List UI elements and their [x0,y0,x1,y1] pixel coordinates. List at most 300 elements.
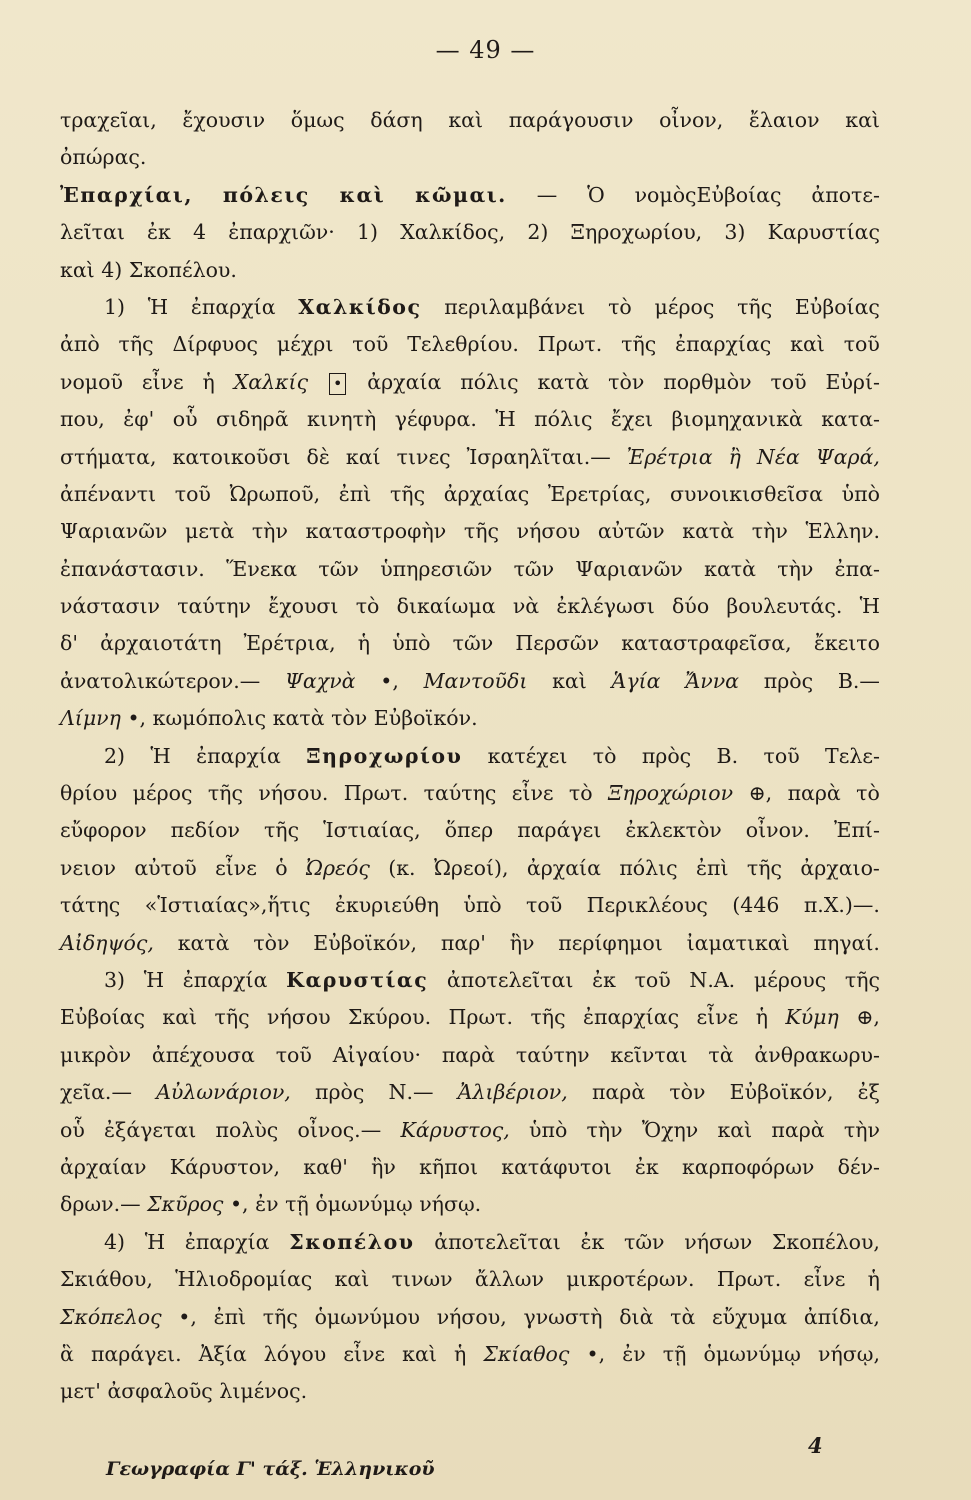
word: κῶμαι. [415,182,507,207]
word: ὑπὸ [392,631,431,656]
word: ἡ [867,1267,880,1292]
word: Δίρφυος [172,332,259,357]
word: ἀπίδια, [803,1304,880,1329]
word: Ψαριανῶν [575,556,683,581]
word: κατὰ [537,369,590,394]
word: νὰ [512,594,540,619]
word: τὴν [251,519,288,544]
word: τῇ [662,1341,687,1366]
word: ὀπώρας. [60,145,147,170]
word: πόλις [619,855,678,880]
word: Κάρυστος, [400,1117,510,1142]
word: κατὰ [682,519,735,544]
word: κατέχει [487,743,568,768]
word: 4 [193,220,207,245]
word: μικρὸν [60,1042,132,1067]
word: νομὸςΕὐβοίας [634,182,782,207]
word: Ἡ [144,1229,166,1254]
word: καὶ [162,1005,198,1030]
word: Σκοπέλου. [128,257,237,282]
word: ἀπέναντι [60,481,157,506]
word: τὸ [608,294,632,319]
word: Περικλέους [586,893,708,918]
word: ταύτης [423,781,497,806]
word: 2) [104,743,126,768]
word: οὗ [60,1117,85,1142]
word: ἀπὸ [60,332,100,357]
word: μικροτέρων. [566,1267,695,1292]
word: ἀποτε- [811,182,880,207]
word: τραχεῖαι, [60,108,157,132]
word: νειον [60,855,116,880]
word: ἀρχαιο- [800,855,880,880]
word: καὶ [334,1267,370,1292]
word: Ἕνεκα [226,556,298,581]
word: Κύμη [785,1005,839,1030]
word: κατα- [821,407,880,432]
word: καὶ [402,1341,437,1366]
word: ἐκ [147,220,171,245]
word: Ἀξία [198,1341,247,1366]
word: Ἐπί- [833,818,880,843]
word: τὸν [331,706,368,731]
word: Εὐβοίας [60,1005,145,1030]
word: ἀπέχουσα [151,1042,255,1067]
word: ἐπαρχία [184,1229,270,1254]
word: Σκῦρος [147,1192,224,1217]
word: κατάφυτοι [501,1154,612,1179]
word: βιομηχανικὰ [671,407,803,432]
word: τὸ [355,594,380,619]
word: Ὁ [587,182,605,207]
word: Χαλκίς [233,369,309,394]
word: ἐκλέγωσι [556,594,655,619]
text-line [60,887,880,924]
word: τὴν [777,556,814,581]
word: μέρος [654,294,715,319]
word: Ἐρέτρια [626,444,713,469]
word: ἀρχαία [526,855,601,880]
text-line [60,1037,880,1074]
word: 3) [724,220,746,245]
text-line [60,177,880,214]
word: τὸν [669,1080,706,1105]
word: ἡ [453,1341,467,1366]
word: • [329,373,346,395]
word: σιδηρᾶ [216,407,289,432]
word: μετὰ [185,519,235,544]
word: παράγει [517,818,602,843]
word: ὁμωνύμῳ [703,1341,801,1366]
word: Ἡ [495,407,516,432]
text-line [60,850,880,887]
text-line [60,663,880,700]
word: τὰ [708,1042,734,1067]
text-line [60,1112,880,1149]
word: οἶνον, [659,108,724,132]
word: Ψαχνὰ [284,668,356,693]
word: ἐκ [634,1154,659,1179]
word: διὰ [619,1304,654,1329]
word: καί [345,444,381,469]
word: Ἀλιβέριον, [457,1080,568,1105]
text-line [60,289,880,326]
word: Σκιάθου, [60,1267,153,1292]
text-line [60,1186,880,1223]
word: κινητὴ [307,407,377,432]
word: εὔφορον [60,818,147,843]
word: Ὠρωποῦ, [229,481,321,506]
word: παρ' [440,930,486,955]
word: ἢ [728,444,741,469]
word: ὑπὸ [529,1117,568,1142]
text-line [60,1224,880,1261]
word: Ἰσραηλῖται.— [466,444,611,469]
word: ἄλλων [474,1267,544,1292]
word: νήσῳ. [419,1192,482,1217]
word: 1) [104,294,126,319]
word: Σκοπέλου [289,1229,415,1254]
word: Ψαριανῶν [60,519,168,544]
word: καὶ [717,1117,753,1142]
word: παράγει. [90,1341,182,1366]
word: τὸν [608,369,645,394]
word: Ν.— [388,1080,434,1105]
word: Νέα [756,444,800,469]
word: Εὐβοίας [794,294,880,319]
word: ὁμωνύμῳ [315,1192,413,1217]
word: περίφημοι [558,930,663,955]
word: Ἡλιοδρομίας [175,1267,313,1292]
word: Ἡ [143,967,165,992]
word: παρὰ [771,1117,825,1142]
word: ἐπαρχία [190,294,276,319]
word: εἶνε [803,1267,846,1292]
word: τὴν [751,519,788,544]
word: ἣν [509,930,535,955]
word: λεῖται [60,220,125,245]
text-line [60,925,880,962]
word: μετ' [60,1379,101,1404]
word: εἶνε [343,1341,386,1366]
text-line [60,1373,880,1410]
word: πόλεις [222,182,310,207]
word: ἐκλεκτὸν [625,818,722,843]
word: τῆς [844,967,880,992]
word: στήματα, [60,444,157,469]
word: Β. [716,743,739,768]
text-line [60,476,880,513]
word: καὶ [60,257,95,282]
word: ἔκειτο [813,631,880,656]
word: Κάρυστον, [169,1154,281,1179]
text-line [60,1299,880,1336]
word: Πρωτ. [448,1005,514,1030]
word: τὸ [568,781,593,806]
word: καταστροφὴν [305,519,447,544]
word: ἐκ [592,967,616,992]
word: εἶνε [141,369,184,394]
word: γέφυρα. [394,407,477,432]
word: οἶνος.— [297,1117,382,1142]
word: δρων.— [60,1192,141,1217]
word: ὑπὸ [463,893,502,918]
word: ἀρχαία [367,369,442,394]
word: ἐπανάστασιν. [60,556,205,581]
word: Εὐρί- [825,369,880,394]
word: ὅμως [290,108,345,132]
word: Ἐπαρχίαι, [60,182,193,207]
word: Ὄχην [641,1117,699,1142]
word: αὐτοῦ [134,855,197,880]
word: τῆς [214,1005,250,1030]
word: ἣν [371,1154,396,1179]
word: μέχρι [276,332,334,357]
text-line [60,962,880,999]
word: καὶ [845,108,880,132]
word: ἀποτελεῖται [434,1229,561,1254]
word: κατοικοῦσι [172,444,291,469]
word: ἐξ [857,1080,880,1105]
word: εἶνε [696,1005,739,1030]
word: κατὰ [704,556,756,581]
word: παρὰ [441,1042,496,1067]
word: τὴν [843,1117,880,1142]
word: ἡ [357,631,371,656]
word: αὐτῶν [597,519,665,544]
word: ἀσφαλοῦς [107,1379,213,1404]
word: δύο [672,594,710,619]
word: ⊕, [856,1005,880,1030]
word: τινες [396,444,451,469]
word: πρὸς [763,668,814,693]
word: ἰαματικαὶ [686,930,790,955]
word: χεῖα.— [60,1080,132,1105]
text-line [60,252,880,289]
word: πεδίον [170,818,240,843]
word: πόλις [534,407,593,432]
word: γνωστὴ [523,1304,603,1329]
word: «Ἱστιαίας»,ἥτις [144,893,311,918]
word: τὸν [253,930,290,955]
word: πολὺς [215,1117,279,1142]
word: τῆς [263,818,300,843]
word: τοῦ [174,481,211,506]
word: καὶ [448,108,484,132]
word: καὶ [552,668,587,693]
word: ταύτην [515,1042,590,1067]
word: π.Χ.)—. [803,893,880,918]
word: τῆς [207,781,243,806]
word: τοῦ [352,332,389,357]
word: ἐπὶ [213,1304,247,1329]
word: ἀρχαίας [443,481,530,506]
word: καθ' [303,1154,348,1179]
word: ἐν [622,1341,646,1366]
word: τινων [391,1267,453,1292]
word: ὁ [275,855,288,880]
word: τῆς [389,481,426,506]
word: δικαίωμα [396,594,496,619]
word: ἐπαρχία [196,743,281,768]
word: Καρυστίας [767,220,880,245]
word: τοῦ [275,1042,312,1067]
word: Λίμνη [60,706,121,731]
text-line [60,513,880,550]
word: τὸ [856,781,880,806]
word: πηγαί. [813,930,880,955]
word: τὸ [592,743,617,768]
word: κατὰ [272,706,325,731]
text-line [60,1149,880,1186]
word: Ὠρεός [305,855,370,880]
text-line [60,364,880,401]
word: καρποφόρων [681,1154,815,1179]
word: θρίου [60,781,118,806]
word: ἐπαρχία [182,967,268,992]
word: μέρος [132,781,193,806]
text-line [60,700,880,737]
text-line [60,401,880,438]
word: ἔχουσιν [182,108,266,132]
word: ἐπὶ [338,481,372,506]
word: τῆς [118,332,154,357]
text-line [60,999,880,1036]
word: 4) [101,257,123,282]
text-line [60,326,880,363]
word: Ἱστιαίας, [323,818,421,843]
word: ταύτην [177,594,251,619]
text-line [60,1074,880,1111]
word: Ὠρεοί), [433,855,509,880]
text-line [60,738,880,775]
word: Πρωτ. [716,1267,782,1292]
word: τῆς [530,1005,566,1030]
word: Σκίαθος [483,1341,570,1366]
word: Ἡ [859,594,880,619]
word: 1) [356,220,379,245]
word: ἡ [202,369,215,394]
word: κατὰ [177,930,230,955]
word: τῶν [624,1229,665,1254]
word: Ἡ [147,294,169,319]
word: ἔχουσι [268,594,339,619]
word: Ἑλλην. [805,519,880,544]
word: Ξηροχωρίου, [570,220,703,245]
word: Ξηροχωρίου [306,743,463,768]
word: Β.— [837,668,880,693]
word: τῶν [452,631,494,656]
word: ἀρχαίαν [60,1154,147,1179]
word: ἐν [255,1192,279,1217]
word: ἐφ' [123,407,155,432]
word: καταστραφεῖσα, [621,631,792,656]
word: Χαλκίδος, [400,220,506,245]
word: •, [127,706,147,731]
word: Εὐβοϊκόν. [373,706,478,731]
word: λόγου [263,1341,327,1366]
word: Πρωτ. [343,781,409,806]
word: ὑπὸ [841,481,880,506]
word: 3) [104,967,126,992]
word: τῇ [285,1192,309,1217]
word: Σκόπελος [60,1304,162,1329]
text-line [60,214,880,251]
word: δὲ [306,444,330,469]
word: κωμόπολις [152,706,267,731]
text-line [60,551,880,588]
word: τῶν [318,556,359,581]
word: συνοικισθεῖσα [670,481,823,506]
text-line [60,139,880,176]
word: Καρυστίας [286,967,429,992]
word: ἡ [755,1005,768,1030]
word: εἶνε [511,781,554,806]
word: ἐξάγεται [104,1117,197,1142]
word: — [536,182,558,207]
word: δ' [60,631,78,656]
word: 2) [527,220,549,245]
word: Περσῶν [515,631,600,656]
word: ὁμωνύμου [314,1304,420,1329]
word: Αὐλωνάριον, [156,1080,291,1105]
word: ἀποτελεῖται [446,967,574,992]
word: ἐπαρχίας [582,1005,680,1030]
word: Ἄννα [685,668,740,693]
word: Αἰδηψός, [60,930,154,955]
word: τῆς [746,855,783,880]
word: πρὸς [641,743,692,768]
word: νομοῦ [60,369,123,394]
word: τῆς [737,294,773,319]
word: Εὐβοϊκόν, [729,1080,834,1105]
printer-signature-mark: 4 [808,1433,823,1458]
word: κῆποι [419,1154,479,1179]
word: παράγουσιν [508,108,634,132]
footer-book-title: Γεωγραφία Γ' τάξ. Ἑλληνικοῦ [106,1458,435,1480]
word: •, [178,1304,197,1329]
word: Τελεθρίου. [407,332,519,357]
word: καὶ [790,332,825,357]
word: Ν.Α. [689,967,736,992]
word: ἔλαιον [748,108,820,132]
word: εἶνε [215,855,257,880]
word: ἃ [60,1341,74,1366]
word: δάση [370,108,423,132]
word: περιλαμβάνει [444,294,586,319]
word: ἐκυριεύθη [334,893,439,918]
word: Σκύρου. [347,1005,432,1030]
word: παρὰ [591,1080,646,1105]
word: τοῦ [634,967,671,992]
word: τῶν [513,556,555,581]
word: ἔχει [610,407,654,432]
word: •, [380,668,399,693]
word: Αἰγαίου· [332,1042,421,1067]
word: πρὸς [315,1080,365,1105]
text-line [60,588,880,625]
text-line [60,625,880,662]
word: κεῖνται [610,1042,688,1067]
word: •, [229,1192,249,1217]
word: οἶνον. [745,818,810,843]
word: νάστασιν [60,594,160,619]
text-line [60,775,880,812]
word: βουλευτάς. [726,594,843,619]
word: ἀνθρακωρυ- [754,1042,880,1067]
text-line [60,1336,880,1373]
word: ἐπὶ [696,855,729,880]
